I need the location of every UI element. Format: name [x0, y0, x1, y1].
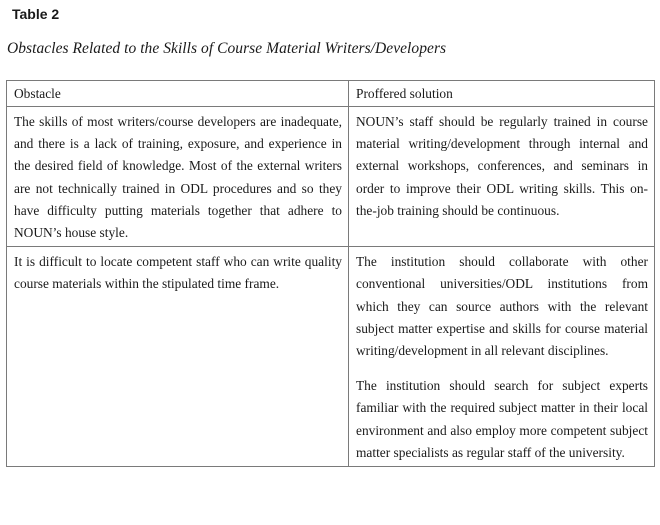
solution-text: The institution should collaborate with other conventional universities/ODL institutions from which they can source authors with the relevant subject matter expertise and skills for course material writing/development in all relevant disciplines. — [356, 254, 648, 359]
header-proffered-solution: Proffered solution — [349, 81, 655, 107]
obstacles-table — [6, 80, 655, 467]
table-header-row — [7, 81, 655, 107]
solution-cell — [349, 107, 655, 247]
solution-text: NOUN’s staff should be regularly trained in course material writing/development through internal and external workshops, conferences, and seminars in order to improve their ODL writing skills. This on-the-job training should be continuous. — [356, 114, 648, 218]
table-row — [7, 247, 655, 467]
obstacle-cell — [7, 247, 349, 467]
table-caption: Obstacles Related to the Skills of Course Material Writers/Developers — [7, 40, 447, 57]
solution-cell — [349, 247, 655, 467]
header-obstacle: Obstacle — [7, 81, 349, 107]
obstacle-text: The skills of most writers/course developers are inadequate, and there is a lack of training, exposure, and experience in the desired field of knowledge. Most of the external writers are not technically trained in ODL procedures and so they have difficulty putting materials together that adhere to NOUN’s house style. — [14, 114, 342, 241]
obstacle-cell — [7, 107, 349, 247]
table-label: Table 2 — [12, 6, 60, 22]
obstacle-text: It is difficult to locate competent staff who can write quality course materials within the stipulated time frame. — [14, 254, 342, 292]
table-row — [7, 107, 655, 247]
solution-text: The institution should search for subject experts familiar with the required subject matter in their local environment and also employ more competent subject matter specialists as regular staff of the university. — [356, 378, 648, 460]
